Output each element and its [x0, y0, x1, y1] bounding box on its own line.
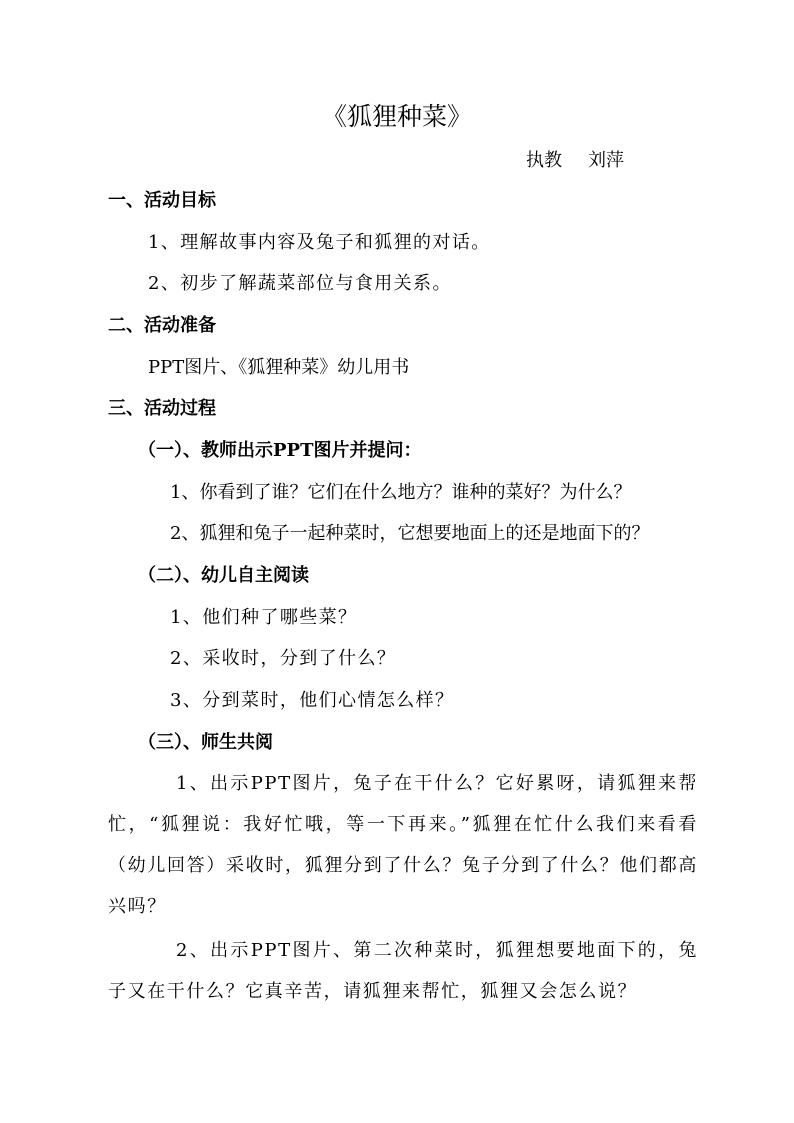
- shared-reading-paragraph-1: 1、出示PPT图片，兔子在干什么？它好累呀，请狐狸来帮忙，“狐狸说：我好忙哦，等一下再来。”狐狸在忙什么我们来看看（幼儿回答）采收时，狐狸分到了什么？兔子分到了什么？他们都高兴吗？: [108, 773, 698, 917]
- section-heading-goals: 一、活动目标: [108, 190, 216, 211]
- subsection-heading-self-reading: （二）、幼儿自主阅读: [138, 565, 309, 586]
- goal-item-2: 2、初步了解蔬菜部位与食用关系。: [148, 273, 452, 294]
- teacher-question-2: 2、狐狸和兔子一起种菜时，它想要地面上的还是地面下的？: [170, 523, 650, 544]
- teacher-question-1: 1、你看到了谁？它们在什么地方？谁种的菜好？为什么？: [170, 482, 632, 503]
- author-line: [526, 149, 624, 173]
- author-role: 执教: [526, 150, 562, 171]
- subsection-heading-shared-reading: （三）、师生共阅: [138, 732, 273, 753]
- reading-question-2: 2、采收时，分到了什么？: [170, 648, 397, 669]
- subsection-heading-teacher: （一）、教师出示PPT图片并提问：: [138, 440, 422, 461]
- shared-reading-paragraph-2: 2、出示PPT图片、第二次种菜时，狐狸想要地面下的，兔子又在干什么？它真辛苦，请狐狸来帮忙，狐狸又会怎么说？: [108, 940, 698, 1002]
- document-title: 《狐狸种菜》: [321, 102, 472, 131]
- section-heading-process: 三、活动过程: [108, 398, 216, 419]
- author-name: 刘萍: [588, 150, 624, 171]
- reading-question-3: 3、分到菜时，他们心情怎么样？: [170, 690, 455, 711]
- section-heading-preparation: 二、活动准备: [108, 315, 216, 336]
- preparation-text: PPT图片、《狐狸种菜》幼儿用书: [148, 357, 410, 378]
- goal-item-1: 1、理解故事内容及兔子和狐狸的对话。: [148, 232, 491, 253]
- reading-question-1: 1、他们种了哪些菜？: [170, 607, 358, 628]
